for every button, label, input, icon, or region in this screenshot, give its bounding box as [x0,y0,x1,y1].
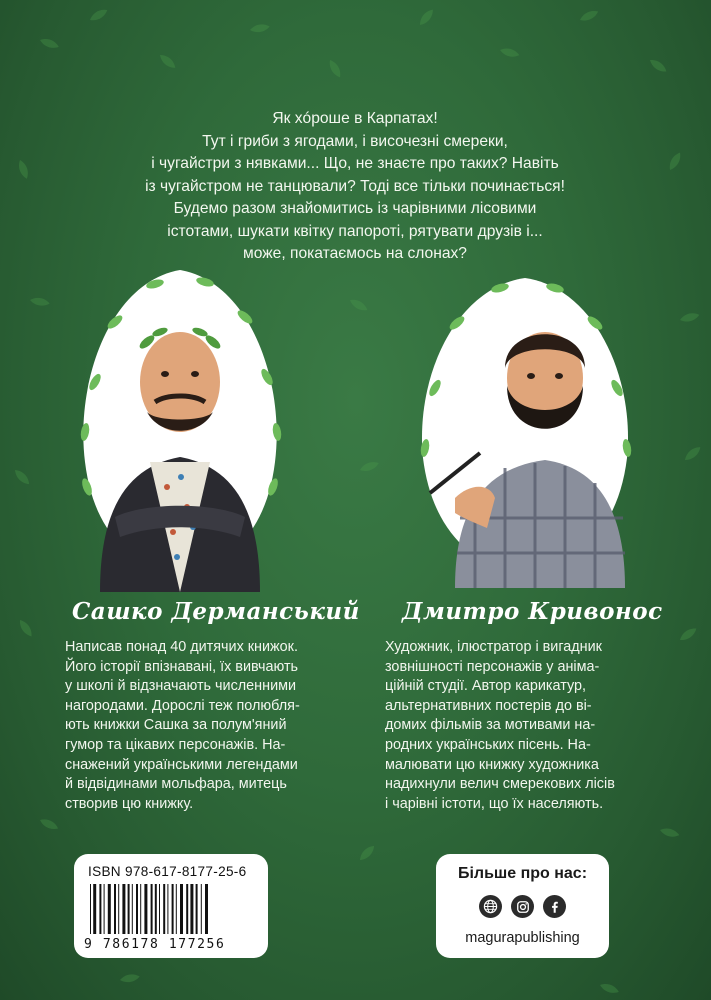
barcode-graphic [88,884,254,936]
bio-line: надихнули велич смерекових лісів [385,776,615,793]
bio-line: Художник, ілюстратор і вигадник [385,639,602,655]
bio-line: Його історії впізнавані, їх вивчають [65,658,299,675]
bio-line: ють книжки Сашка за полум'яний [65,717,287,734]
artist-name: Дмитро Кривонос [402,598,663,625]
intro-line: і чугайстри з нявками... Що, не знаєте про таких? Навіть [151,155,559,172]
bio-line: й відвідинами мольфара, митець [65,776,287,793]
intro-line: із чугайстром не танцювали? Тоді все тільки починається! [145,177,565,195]
artist-portrait-illustration [395,268,655,598]
intro-text [95,108,615,266]
author-bio [65,638,365,814]
social-icons [436,895,609,918]
publisher-handle: magurapublishing [465,930,580,946]
intro-line: істотами, шукати квітку папороті, рятувати друзів і... [167,222,543,240]
bio-line: у школі й відзначають численними [65,678,297,695]
bio-line: альтернативних постерів до ві- [385,697,592,714]
bio-line: малювати цю книжку художника [385,756,599,773]
facebook-icon[interactable] [543,895,566,918]
isbn-label: ISBN 978-617-8177-25-6 [88,864,247,879]
bio-line: Написав понад 40 дитячих книжок. [65,639,298,655]
intro-line: Будемо разом знайомитись із чарівними лісовими [173,200,537,217]
bio-line: ційній студії. Автор карикатур, [385,678,587,695]
bio-line: гумор та цікавих персонажів. На- [65,736,286,753]
author-portrait-illustration [55,262,305,602]
bio-line: зовнішності персонажів у аніма- [385,658,600,675]
more-title: Більше про нас: [457,865,588,882]
bio-line: снажений українськими легендами [65,756,298,773]
isbn-digits: 9 786178 177256 [84,937,226,952]
isbn-barcode-box [74,854,268,958]
bio-line: і чарівні істоти, що їх населяють. [385,795,604,812]
artist-bio [385,638,655,814]
intro-line: може, покатаємось на слонах? [243,245,467,262]
bio-line: нагородами. Дорослі теж полюбля- [65,697,300,714]
intro-line: Тут і гриби з ягодами, і височезні смереки, [202,132,508,150]
globe-icon[interactable] [479,895,502,918]
bio-line: родних українських пісень. На- [385,736,591,753]
author-name: Сашко Дерманський [72,598,360,625]
bio-line: домих фільмів за мотивами на- [385,717,596,734]
bio-line: створив цю книжку. [65,795,194,812]
more-about-us-box [436,854,609,958]
intro-line: Як хóроше в Карпатах! [272,110,438,127]
instagram-icon[interactable] [511,895,534,918]
